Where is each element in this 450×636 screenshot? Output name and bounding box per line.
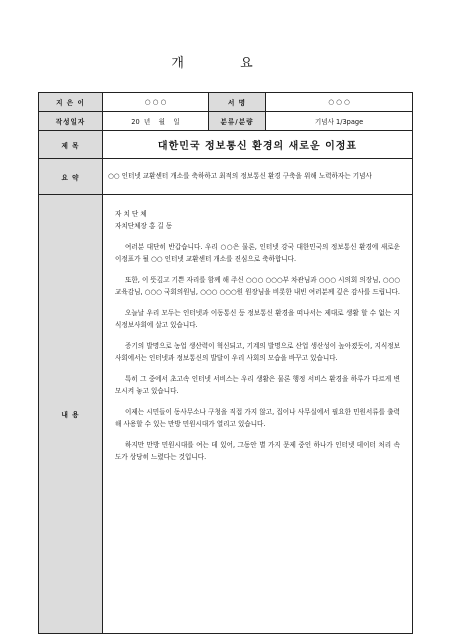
speech-form-table-body <box>38 92 413 634</box>
paragraph: 특히 그 중에서 초고속 인터넷 서비스는 우리 생활은 물론 행정 서비스 환경을 하루가 다르게 변모시켜 놓고 있습니다. <box>115 375 400 395</box>
paragraph: 이제는 시민들이 동사무소나 구청을 직접 가지 않고, 집이나 사무실에서 필요한 민원서류를 출력해 사용할 수 있는 만방 민원시대가 열리고 있습니다. <box>115 408 400 428</box>
content-label: 내 용 <box>39 195 103 634</box>
content-row <box>39 195 413 634</box>
subject-label: 제 목 <box>39 131 103 159</box>
category-value: 기념사 1/3page <box>266 112 413 131</box>
paragraph: 여러분 대단히 반갑습니다. 우리 ○○은 물론, 인터넷 강국 대한민국의 정보통신 환경에 새로운 이정표가 될 ○○ 인터넷 교환센터 개소를 진심으로 축하합니다. <box>115 243 400 263</box>
page-title: 개 요 <box>171 56 279 71</box>
paragraph: 오늘날 우리 모두는 인터넷과 이동통신 등 정보통신 환경을 떠나서는 제대로 생활 할 수 없는 지식정보사회에 살고 있습니다. <box>115 309 400 329</box>
subject-row <box>39 131 413 159</box>
speaker-org: 자 치 단 체 <box>115 210 147 218</box>
summary-value: ○○ 인터넷 교환센터 개소를 축하하고 최적의 정보통신 환경 구축을 위해 노력하자는 기념사 <box>103 159 413 195</box>
author-label: 지 은 이 <box>39 93 103 112</box>
date-label: 작성일자 <box>39 112 103 131</box>
speaker-name: 자치단체장 홍 길 동 <box>115 222 173 230</box>
paragraph: 또한, 이 뜻깊고 기쁜 자리를 함께 해 주신 ○○○ ○○○부 차관님과 ○○○ 시의회 의장님, ○○○ 교육감님, ○○○ 국회의원님, ○○○ ○○○원 원장님을 비롯한 내빈 여러분께 깊은 감사를 드립니다. <box>115 276 400 296</box>
date-value: 20 년 월 일 <box>103 112 209 131</box>
author-row <box>39 93 413 112</box>
signature-label: 서 명 <box>209 93 266 112</box>
category-label: 분류/분량 <box>209 112 266 131</box>
author-value: ○ ○ ○ <box>103 93 209 112</box>
paragraph: 하지만 만방 민원시대를 여는 데 있어, 그동안 별 가지 문제 중인 하나가 인터넷 데이터 처리 속도가 상당히 느렸다는 것입니다. <box>115 441 400 461</box>
subject-value: 대한민국 정보통신 환경의 새로운 이정표 <box>103 131 413 159</box>
date-row <box>39 112 413 131</box>
paragraph: 증기의 발명으로 농업 생산력이 혁신되고, 기계의 발명으로 산업 생산성이 높아졌듯이, 지식정보사회에서는 인터넷과 정보통신의 발달이 우리 사회의 모습을 바꾸고 있습니다. <box>115 342 400 362</box>
summary-row <box>39 159 413 195</box>
signature-value: ○ ○ ○ <box>266 93 413 112</box>
summary-label: 요 약 <box>39 159 103 195</box>
content-body <box>103 195 413 634</box>
